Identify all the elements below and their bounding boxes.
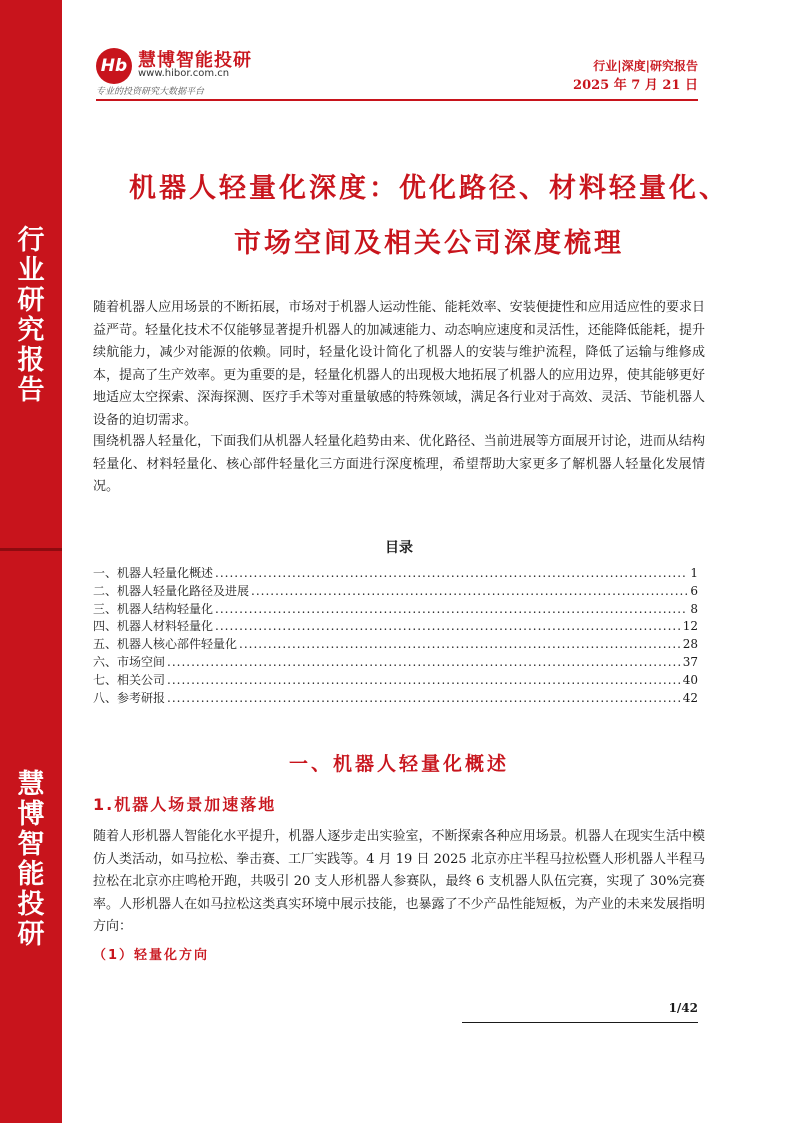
- toc-item-page: 40: [682, 672, 698, 687]
- logo-name: 慧博智能投研: [138, 50, 252, 71]
- toc-item-label: 二、机器人轻量化路径及进展: [93, 583, 250, 598]
- toc-item-page: 1: [690, 566, 698, 580]
- sidebar-divider: [0, 548, 62, 551]
- toc-item-page: 42: [682, 690, 698, 705]
- table-of-contents: [93, 565, 698, 707]
- logo-url: www.hibor.com.cn: [138, 68, 230, 79]
- toc-leader: [215, 601, 688, 619]
- toc-leader: [215, 618, 681, 636]
- toc-item[interactable]: [93, 583, 698, 601]
- section-subtitle: 1.机器人场景加速落地: [93, 795, 277, 814]
- toc-item-page: 28: [682, 637, 698, 652]
- toc-item[interactable]: [93, 636, 698, 654]
- header-meta: [573, 58, 698, 96]
- toc-leader: [239, 636, 681, 654]
- toc-item[interactable]: [93, 565, 698, 583]
- toc-item-label: 七、相关公司: [93, 672, 166, 687]
- header-divider: [96, 99, 698, 101]
- toc-leader: [251, 583, 688, 601]
- footer-divider: [462, 1022, 698, 1023]
- toc-item-page: 37: [682, 654, 698, 669]
- page-number: 1/42: [668, 1001, 698, 1015]
- logo: [96, 46, 336, 96]
- toc-item-label: 一、机器人轻量化概述: [93, 566, 214, 580]
- toc-item-label: 四、机器人材料轻量化: [93, 619, 214, 634]
- toc-item-page: 12: [682, 619, 698, 634]
- intro-paragraph-1: 随着机器人应用场景的不断拓展，市场对于机器人运动性能、能耗效率、安装便捷性和应用适应性的要求日益严苛。轻量化技术不仅能够显著提升机器人的加减速能力、动态响应速度和灵活性，还能降低能耗，提升续航能力，减少对能源的依赖。同时，轻量化设计简化了机器人的安装与维护流程，降低了运输与维修成本，提高了生产效率。更为重要的是，轻量化机器人的出现极大地拓展了机器人的应用边界，使其能够更好地适应太空探索、深海探测、医疗手术等对重量敏感的特殊领域，满足各行业对于高效、灵活、节能机器人设备的迫切需求。: [93, 300, 705, 428]
- toc-item[interactable]: [93, 618, 698, 636]
- sidebar-label-brand: 慧 博 智 能 投 研: [17, 769, 45, 950]
- toc-item[interactable]: [93, 690, 698, 708]
- section-subsubtitle: （1）轻量化方向: [93, 948, 210, 963]
- section-paragraph: 随着人形机器人智能化水平提升，机器人逐步走出实验室，不断探索各种应用场景。机器人在现实生活中模仿人类活动，如马拉松、拳击赛、工厂实践等。4 月 19 日 2025 北京亦庄半程马拉松暨人形机器人半程马拉松在北京亦庄鸣枪开跑，共吸引 20 支人形机器人参赛队，最终 6 支机器人队伍完赛，实现了 30%完赛率。人形机器人在如马拉松这类真实环境中展示技能，也暴露了不少产品性能短板，为产业的未来发展指明方向：: [93, 829, 705, 934]
- sidebar: [0, 0, 62, 1123]
- toc-item-label: 五、机器人核心部件轻量化: [93, 637, 238, 652]
- report-title-line1: 机器人轻量化深度：优化路径、材料轻量化、: [129, 173, 729, 204]
- toc-heading: 目录: [385, 540, 413, 556]
- intro-paragraph-2: 围绕机器人轻量化，下面我们从机器人轻量化趋势由来、优化路径、当前进展等方面展开讨论，进而从结构轻量化、材料轻量化、核心部件轻量化三方面进行深度梳理，希望帮助大家更多了解机器人轻量化发展情况。: [93, 434, 705, 494]
- toc-leader: [167, 654, 681, 672]
- toc-leader: [167, 690, 681, 708]
- toc-item-label: 六、市场空间: [93, 654, 166, 669]
- toc-leader: [215, 565, 688, 583]
- toc-item[interactable]: [93, 672, 698, 690]
- report-title-line2: 市场空间及相关公司深度梳理: [234, 228, 624, 259]
- logo-slogan: 专业的投资研究大数据平台: [96, 87, 205, 97]
- toc-item[interactable]: [93, 601, 698, 619]
- logo-mark-icon: Hb: [96, 48, 132, 84]
- toc-item-label: 三、机器人结构轻量化: [93, 601, 214, 616]
- toc-item-label: 八、参考研报: [93, 690, 166, 705]
- toc-item-page: 8: [690, 601, 698, 616]
- section-title: 一、机器人轻量化概述: [288, 753, 509, 775]
- report-date: 2025 年 7 月 21 日: [573, 78, 698, 93]
- report-category: 行业|深度|研究报告: [593, 59, 698, 73]
- sidebar-label-industry-report: 行 业 研 究 报 告: [17, 225, 45, 406]
- toc-item[interactable]: [93, 654, 698, 672]
- toc-item-page: 6: [690, 583, 698, 598]
- toc-leader: [167, 672, 681, 690]
